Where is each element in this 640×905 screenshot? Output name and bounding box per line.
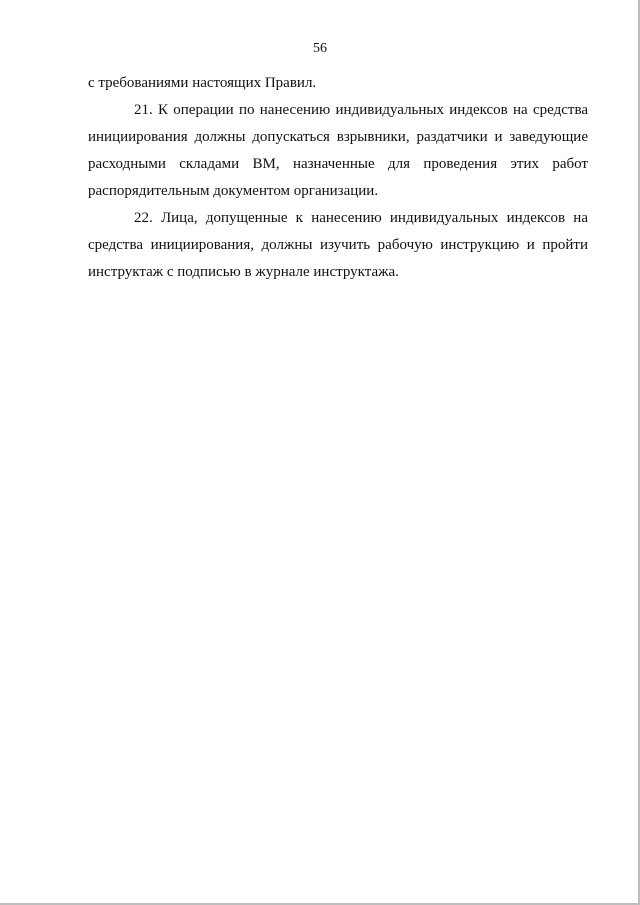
document-body (88, 70, 588, 286)
paragraph-22: 22. Лица, допущенные к нанесению индивидуальных индексов на средства инициирования, должны изучить рабочую инструкцию и пройти инструктаж с подписью в журнале инструктажа. (88, 210, 588, 280)
paragraph-continuation: с требованиями настоящих Правил. (88, 75, 317, 91)
paragraph-21: 21. К операции по нанесению индивидуальных индексов на средства инициирования должны допускаться взрывники, раздатчики и заведующие расходными складами ВМ, назначенные для проведения этих работ распорядительным документом организации. (88, 102, 588, 199)
page-number: 56 (313, 41, 327, 56)
